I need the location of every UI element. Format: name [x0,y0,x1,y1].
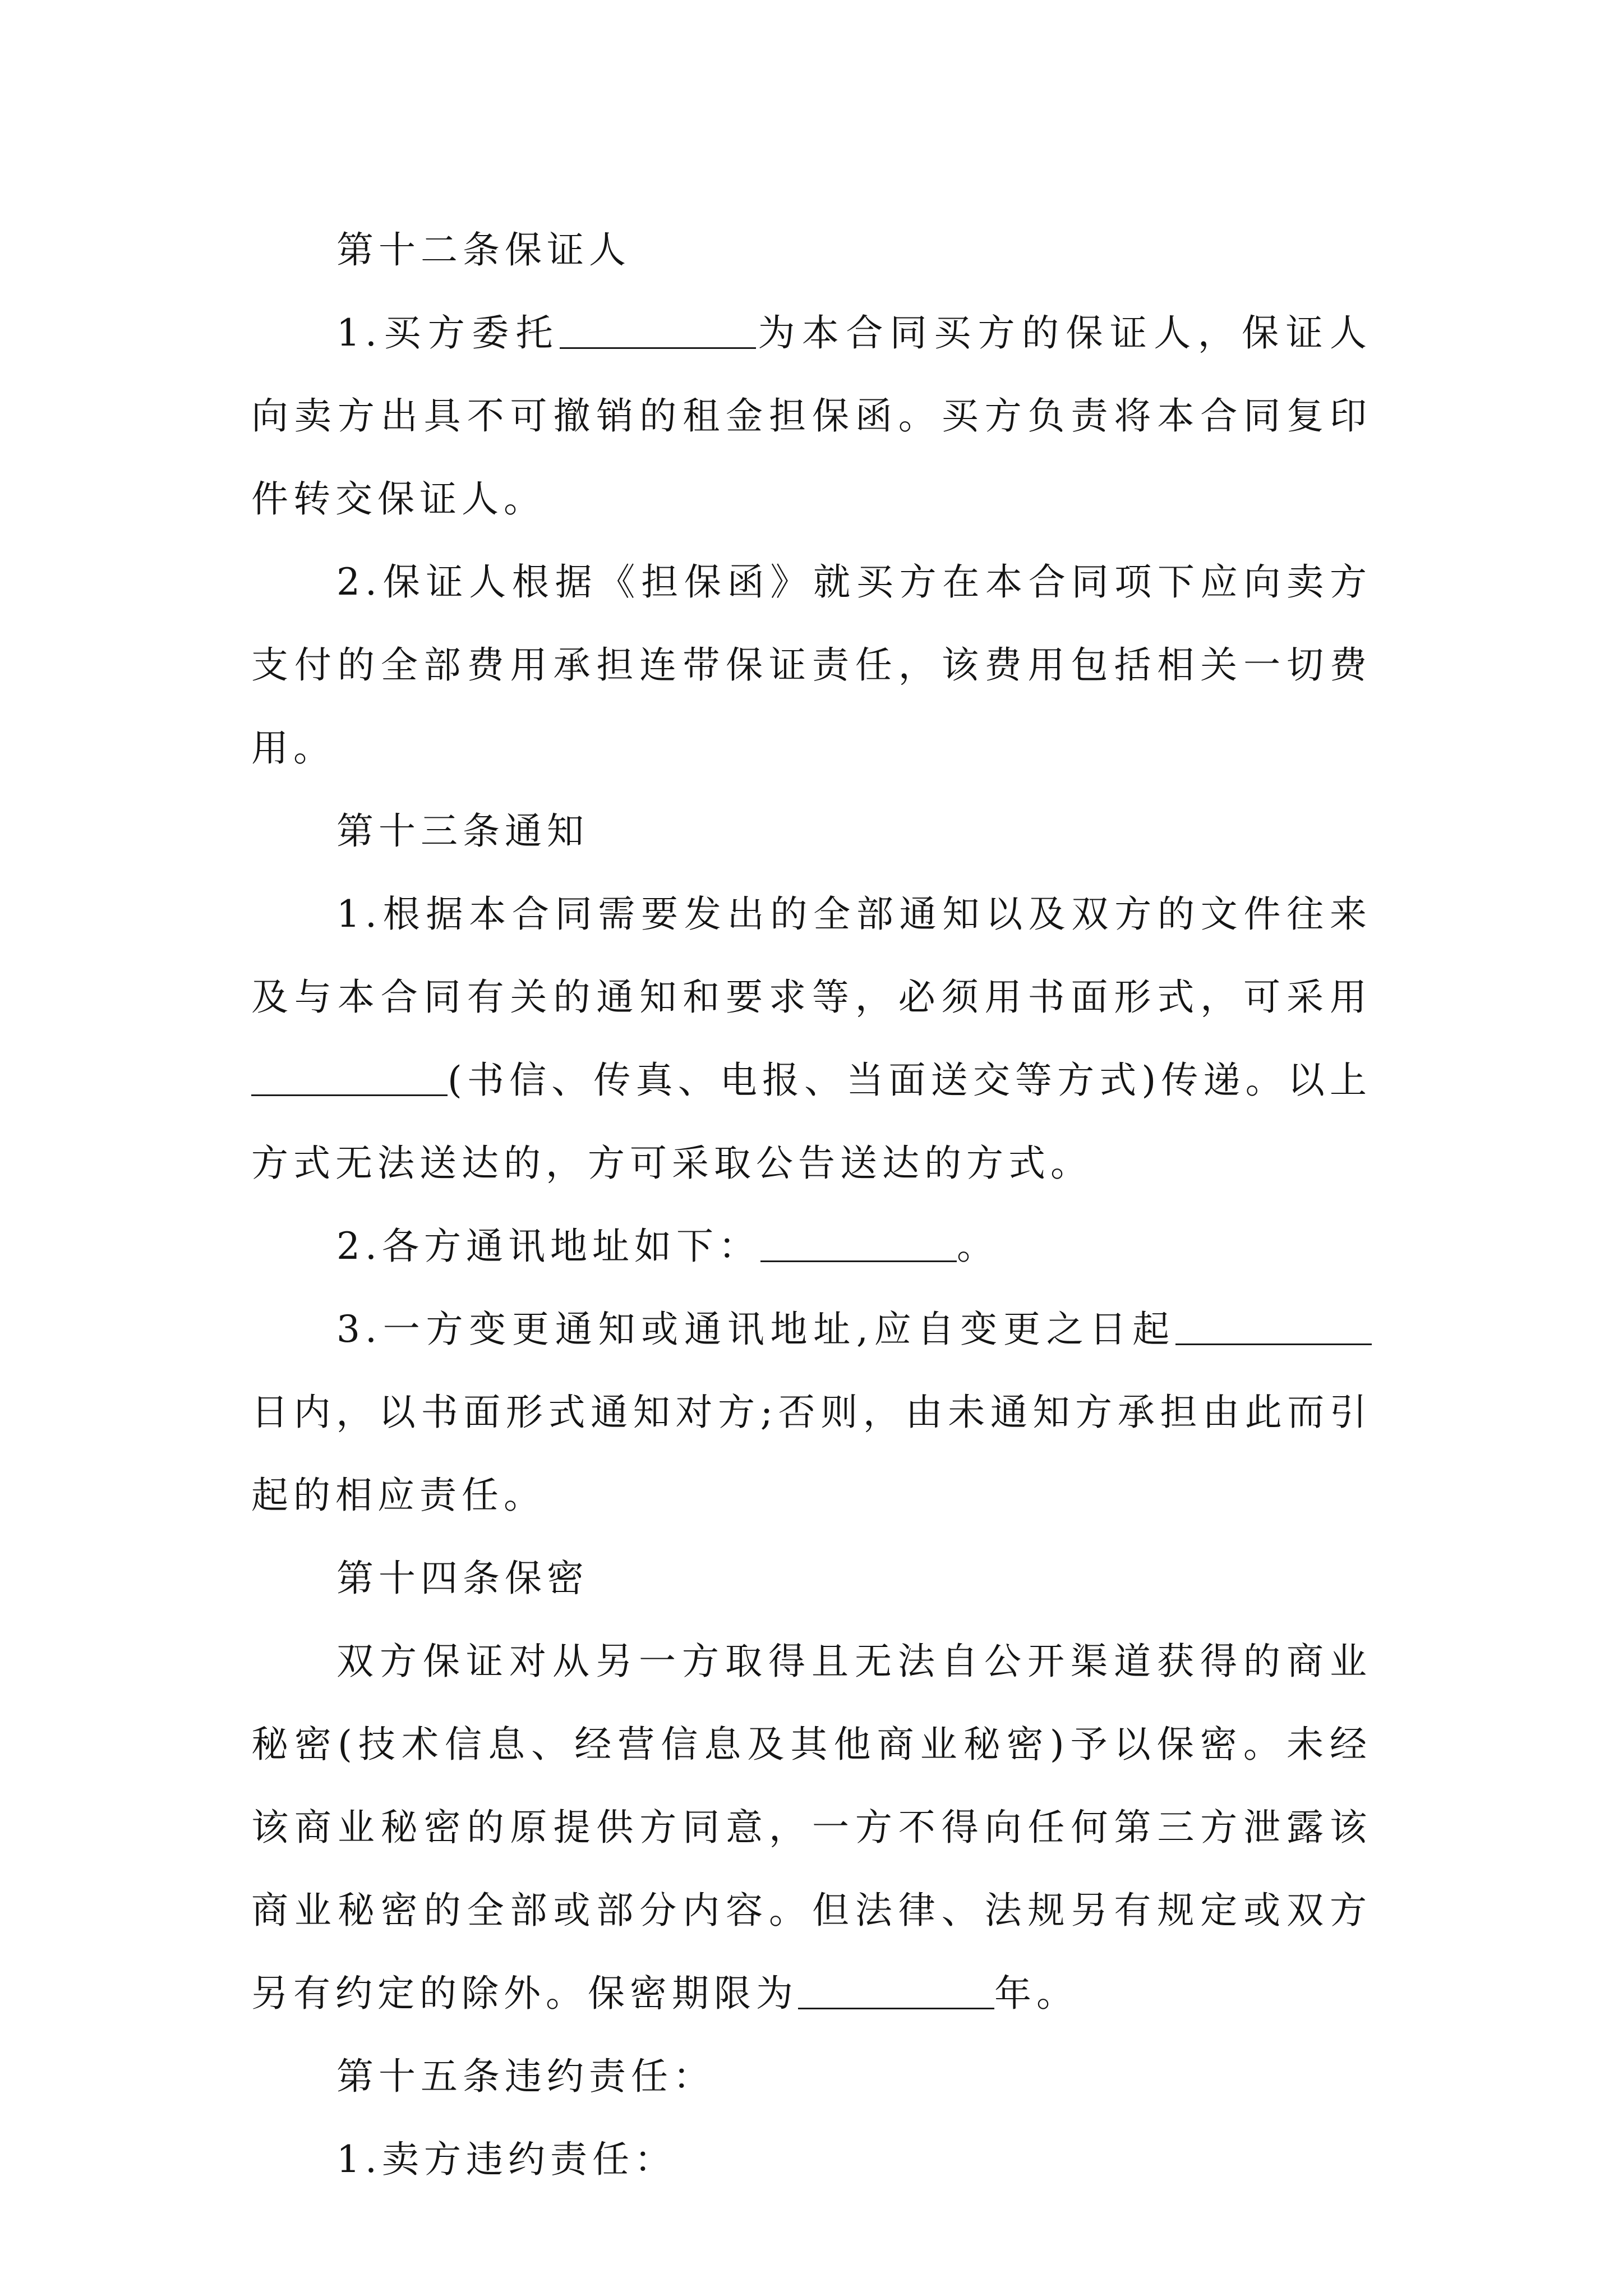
paragraph-text: 1.根据本合同需要发出的全部通知以及双方的文件往来及与本合同有关的通知和要求等，必须用书面形式，可采用 [251,892,1372,1019]
clause-paragraph [251,1620,1372,2035]
paragraph-text: 1.卖方违约责任： [336,2138,676,2181]
article-heading [251,209,1372,292]
paragraph-text: 为本合同买方的保证人，保证人向卖方出具不可撤销的租金担保函。买方负责将本合同复印件转交保证人。 [251,311,1372,521]
paragraph-text: 双方保证对从另一方取得且无法自公开渠道获得的商业秘密(技术信息、经营信息及其他商业秘密)予以保密。未经该商业秘密的原提供方同意，一方不得向任何第三方泄露该商业秘密的全部或部分内容。但法律、法规另有规定或双方另有约定的除外。保密期限为 [251,1640,1372,2015]
fill-in-blank[interactable] [760,1223,957,1262]
paragraph-text: 第十三条通知 [336,809,589,853]
paragraph-text: 3.一方变更通知或通讯地址,应自变更之日起 [336,1308,1175,1351]
clause-paragraph [251,1288,1372,1537]
paragraph-text: 2.各方通讯地址如下： [336,1225,760,1268]
article-heading [251,790,1372,873]
fill-in-blank[interactable] [251,1057,448,1096]
fill-in-blank[interactable] [1175,1306,1372,1345]
clause-paragraph [251,292,1372,541]
clause-paragraph [251,541,1372,790]
paragraph-text: 第十四条保密 [336,1557,589,1600]
paragraph-text: 1.买方委托 [336,311,560,355]
article-heading [251,2035,1372,2118]
clause-paragraph [251,2118,1372,2201]
document-body [251,209,1372,2201]
paragraph-text: 年。 [994,1972,1078,2015]
paragraph-text: 2.保证人根据《担保函》就买方在本合同项下应向卖方支付的全部费用承担连带保证责任，该费用包括相关一切费用。 [251,560,1372,770]
paragraph-text: 日内，以书面形式通知对方;否则，由未通知方承担由此而引起的相应责任。 [251,1391,1372,1517]
paragraph-text: 第十五条违约责任： [336,2055,715,2098]
clause-paragraph [251,873,1372,1205]
paragraph-text: 。 [956,1225,999,1268]
paragraph-text: (书信、传真、电报、当面送交等方式)传递。以上方式无法送达的，方可采取公告送达的方式。 [251,1059,1372,1185]
fill-in-blank[interactable] [560,310,756,349]
paragraph-text: 第十二条保证人 [336,228,631,272]
article-heading [251,1537,1372,1620]
fill-in-blank[interactable] [798,1971,994,2009]
clause-paragraph [251,1205,1372,1288]
